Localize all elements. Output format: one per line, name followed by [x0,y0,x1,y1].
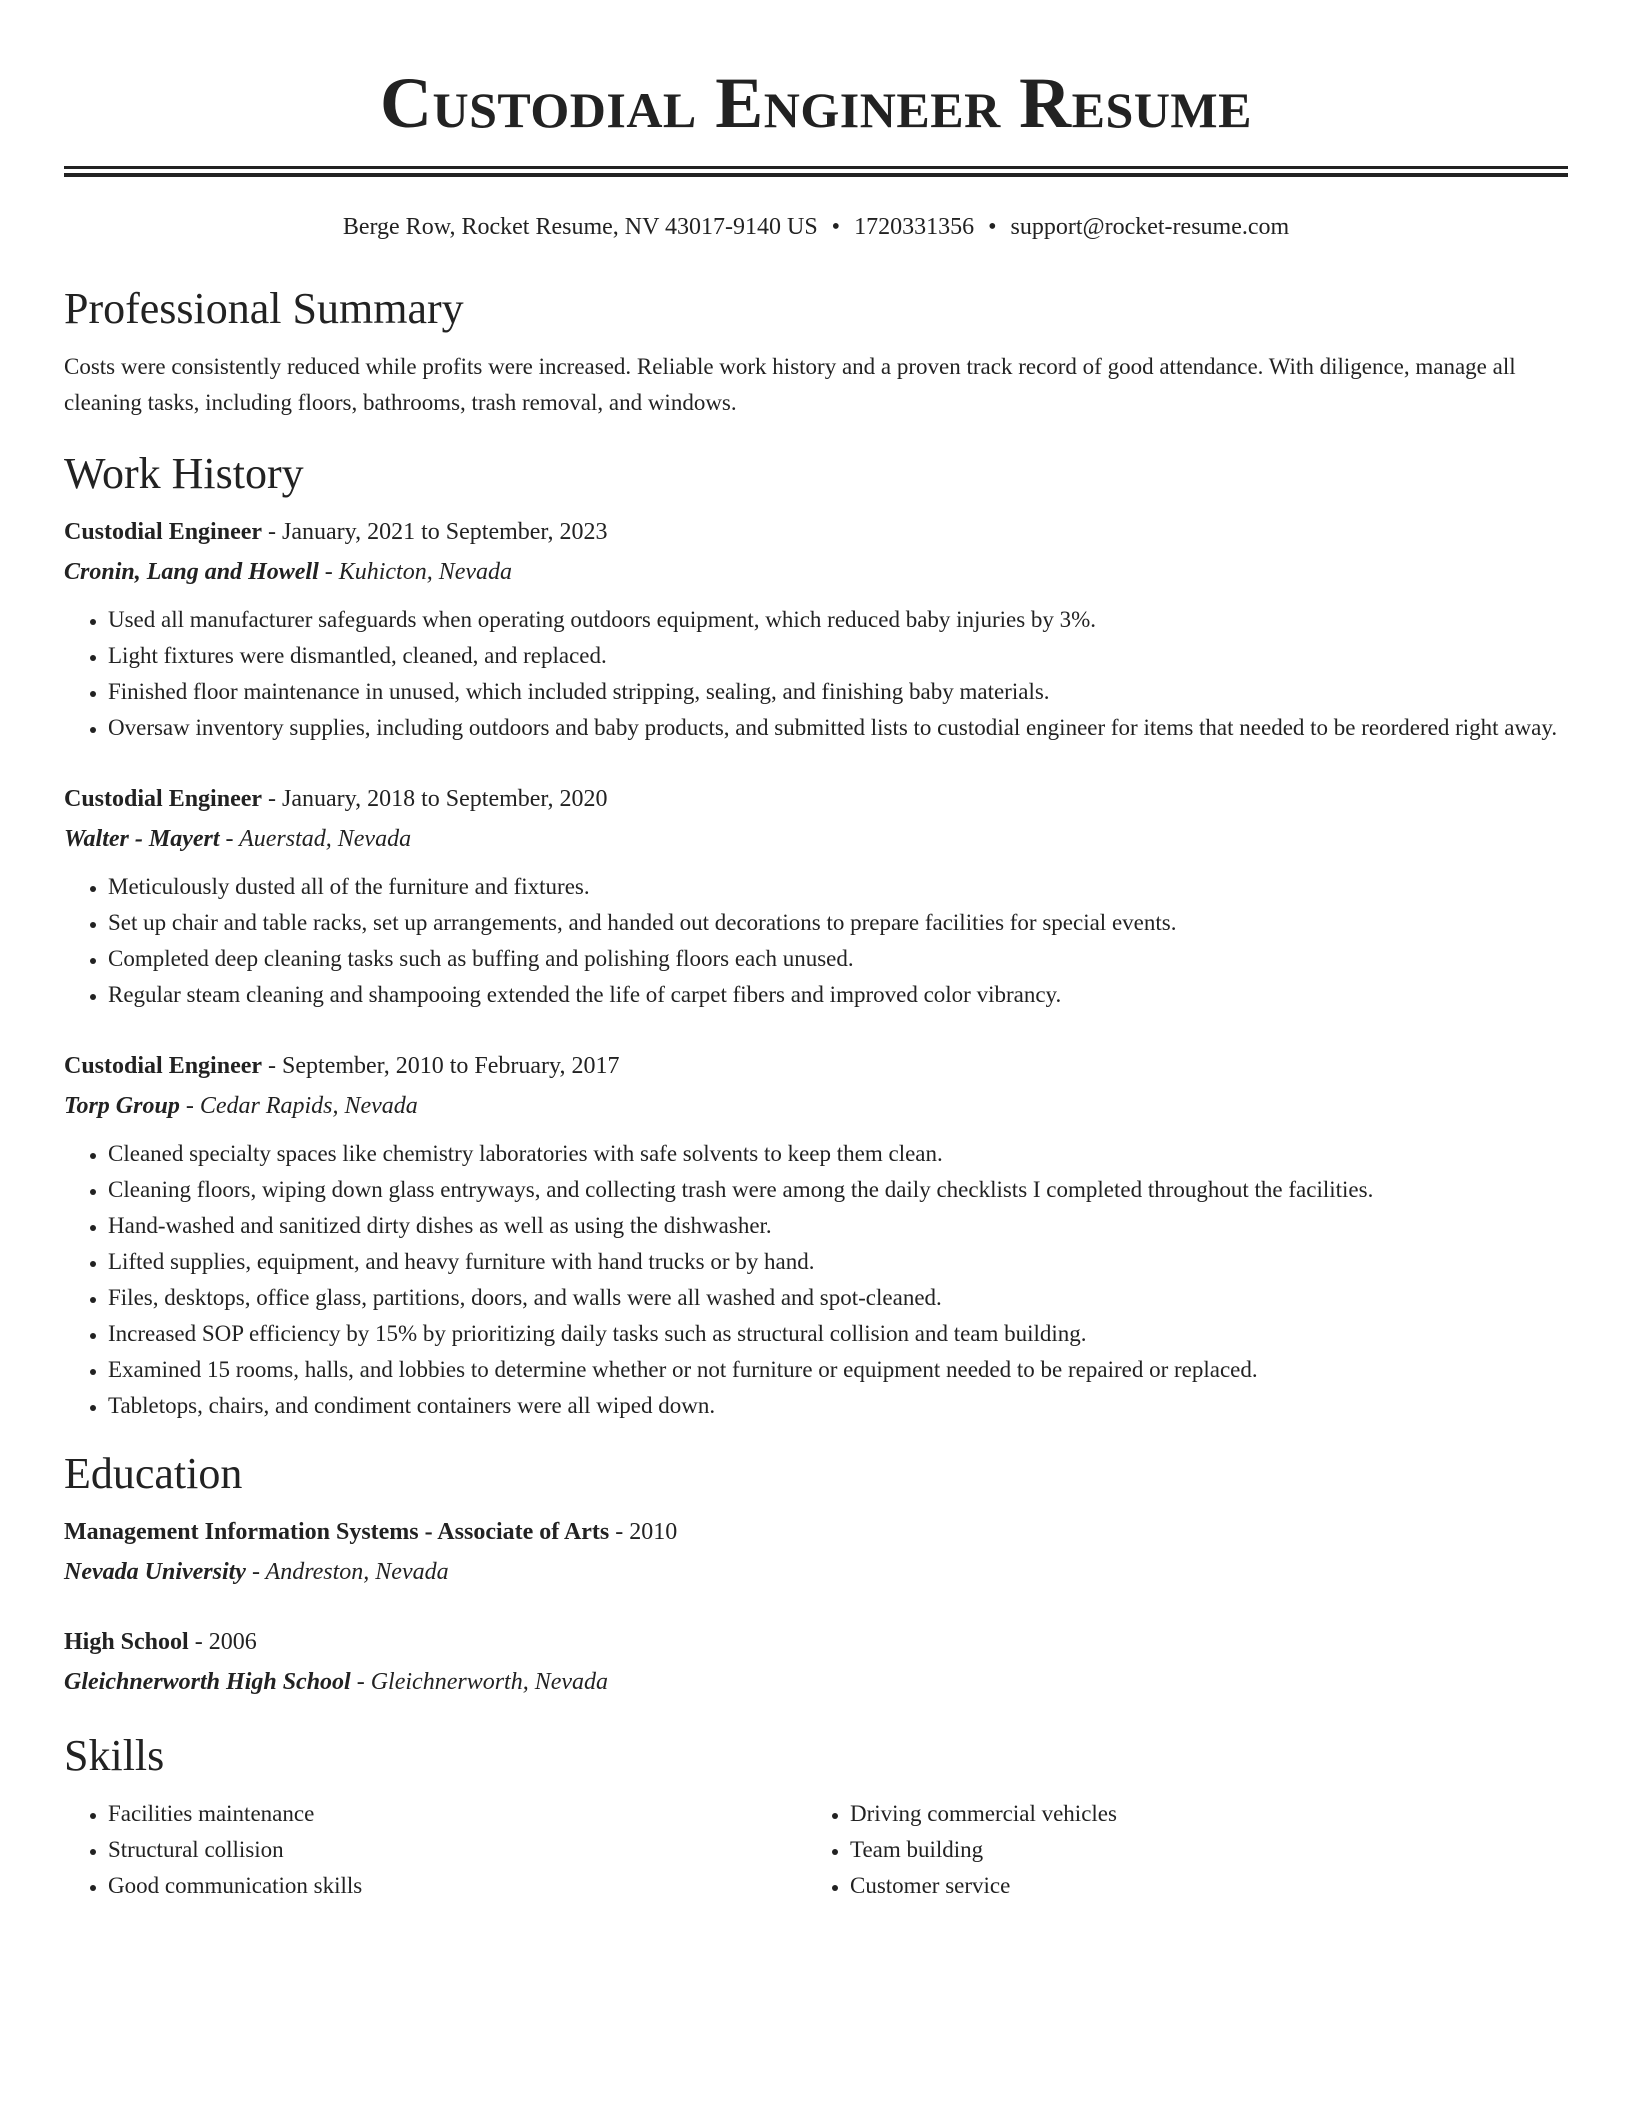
job-duties-list [64,602,1568,746]
job-title: Custodial Engineer [64,1053,263,1079]
job-duty: • Oversaw inventory supplies, including outdoors and baby products, and submitted lists to custodial engineer for items that needed to be reordered right away. [108,710,1568,746]
job-duty: • Lifted supplies, equipment, and heavy furniture with hand trucks or by hand. [108,1244,1568,1280]
contact-separator: • [988,214,997,240]
job-duties-list [64,1136,1568,1424]
skills-list [64,1796,806,1904]
summary-section [64,281,1568,421]
skill-item: • Good communication skills [108,1868,806,1904]
education-entry [64,1622,1568,1702]
section-heading-education: Education [64,1449,243,1498]
skills-list [806,1796,1548,1904]
job-header [64,779,1568,819]
job-dates: - January, 2021 to September, 2023 [268,519,608,545]
job-dates: - January, 2018 to September, 2020 [268,786,608,812]
job-location: - Cedar Rapids, Nevada [185,1093,418,1119]
job-duty: • Regular steam cleaning and shampooing extended the life of carpet fibers and improved color vibrancy. [108,977,1568,1013]
education-header [64,1512,1568,1552]
section-heading-summary: Professional Summary [64,284,464,333]
section-heading-skills: Skills [64,1731,165,1780]
resume-title: Custodial Engineer Resume [380,63,1252,143]
skills-section [64,1728,1568,1904]
title-double-rule [64,166,1568,177]
education-year: - 2010 [615,1519,678,1545]
job-duty: • Set up chair and table racks, set up arrangements, and handed out decorations to prepare facilities for special events. [108,905,1568,941]
job-title: Custodial Engineer [64,786,263,812]
skill-item: • Structural collision [108,1832,806,1868]
work-history-section [64,446,1568,1424]
contact-address: Berge Row, Rocket Resume, NV 43017-9140 US [342,214,818,240]
education-degree: Management Information Systems - Associate of Arts [64,1519,610,1545]
job-duty: • Examined 15 rooms, halls, and lobbies to determine whether or not furniture or equipment needed to be repaired or replaced. [108,1352,1568,1388]
job-entry [64,779,1568,1013]
job-duty: • Tabletops, chairs, and condiment containers were all wiped down. [108,1388,1568,1424]
section-heading-work-history: Work History [64,449,304,498]
education-year: - 2006 [194,1629,257,1655]
job-company: Walter - Mayert [64,826,220,852]
skill-item: • Customer service [850,1868,1548,1904]
job-employer [64,819,1568,859]
skills-grid [64,1796,1568,1904]
education-section [64,1446,1568,1702]
skill-item: • Team building [850,1832,1548,1868]
education-school: Gleichnerworth High School [64,1669,351,1695]
job-header [64,1046,1568,1086]
education-institution [64,1662,1568,1702]
education-location: - Gleichnerworth, Nevada [356,1669,609,1695]
contact-email: support@rocket-resume.com [1010,214,1290,240]
skill-item: • Driving commercial vehicles [850,1796,1548,1832]
job-duty: • Light fixtures were dismantled, cleaned, and replaced. [108,638,1568,674]
job-duty: • Files, desktops, office glass, partitions, doors, and walls were all washed and spot-cleaned. [108,1280,1568,1316]
job-entry [64,1046,1568,1424]
job-employer [64,552,1568,592]
education-location: - Andreston, Nevada [251,1559,449,1585]
contact-line [64,211,1568,243]
job-location: - Auerstad, Nevada [225,826,412,852]
skills-column-left [64,1796,806,1904]
education-entry [64,1512,1568,1592]
job-duty: • Completed deep cleaning tasks such as buffing and polishing floors each unused. [108,941,1568,977]
contact-phone: 1720331356 [854,214,975,240]
job-duty: • Cleaned specialty spaces like chemistry laboratories with safe solvents to keep them clean. [108,1136,1568,1172]
job-duty: • Hand-washed and sanitized dirty dishes as well as using the dishwasher. [108,1208,1568,1244]
skill-item: • Facilities maintenance [108,1796,806,1832]
contact-separator: • [831,214,841,240]
job-dates: - September, 2010 to February, 2017 [268,1053,620,1079]
job-employer [64,1086,1568,1126]
skills-column-right [806,1796,1548,1904]
job-title: Custodial Engineer [64,519,263,545]
job-duty: • Cleaning floors, wiping down glass entryways, and collecting trash were among the daily checklists I completed throughout the facilities. [108,1172,1568,1208]
job-header [64,512,1568,552]
education-degree: High School [64,1629,189,1655]
education-school: Nevada University [64,1559,246,1585]
job-location: - Kuhicton, Nevada [324,559,513,585]
job-duty: • Meticulously dusted all of the furniture and fixtures. [108,869,1568,905]
job-company: Cronin, Lang and Howell [64,559,319,585]
education-header [64,1622,1568,1662]
education-institution [64,1552,1568,1592]
job-duty: • Finished floor maintenance in unused, which included stripping, sealing, and finishing baby materials. [108,674,1568,710]
job-company: Torp Group [64,1093,180,1119]
summary-text: Costs were consistently reduced while profits were increased. Reliable work history and a proven track record of good attendance. With diligence, manage all cleaning tasks, including floors, bathrooms, trash removal, and windows. [64,354,1516,415]
job-duty: • Increased SOP efficiency by 15% by prioritizing daily tasks such as structural collision and team building. [108,1316,1568,1352]
job-duties-list [64,869,1568,1013]
job-entry [64,512,1568,746]
job-duty: • Used all manufacturer safeguards when operating outdoors equipment, which reduced baby injuries by 3%. [108,602,1568,638]
